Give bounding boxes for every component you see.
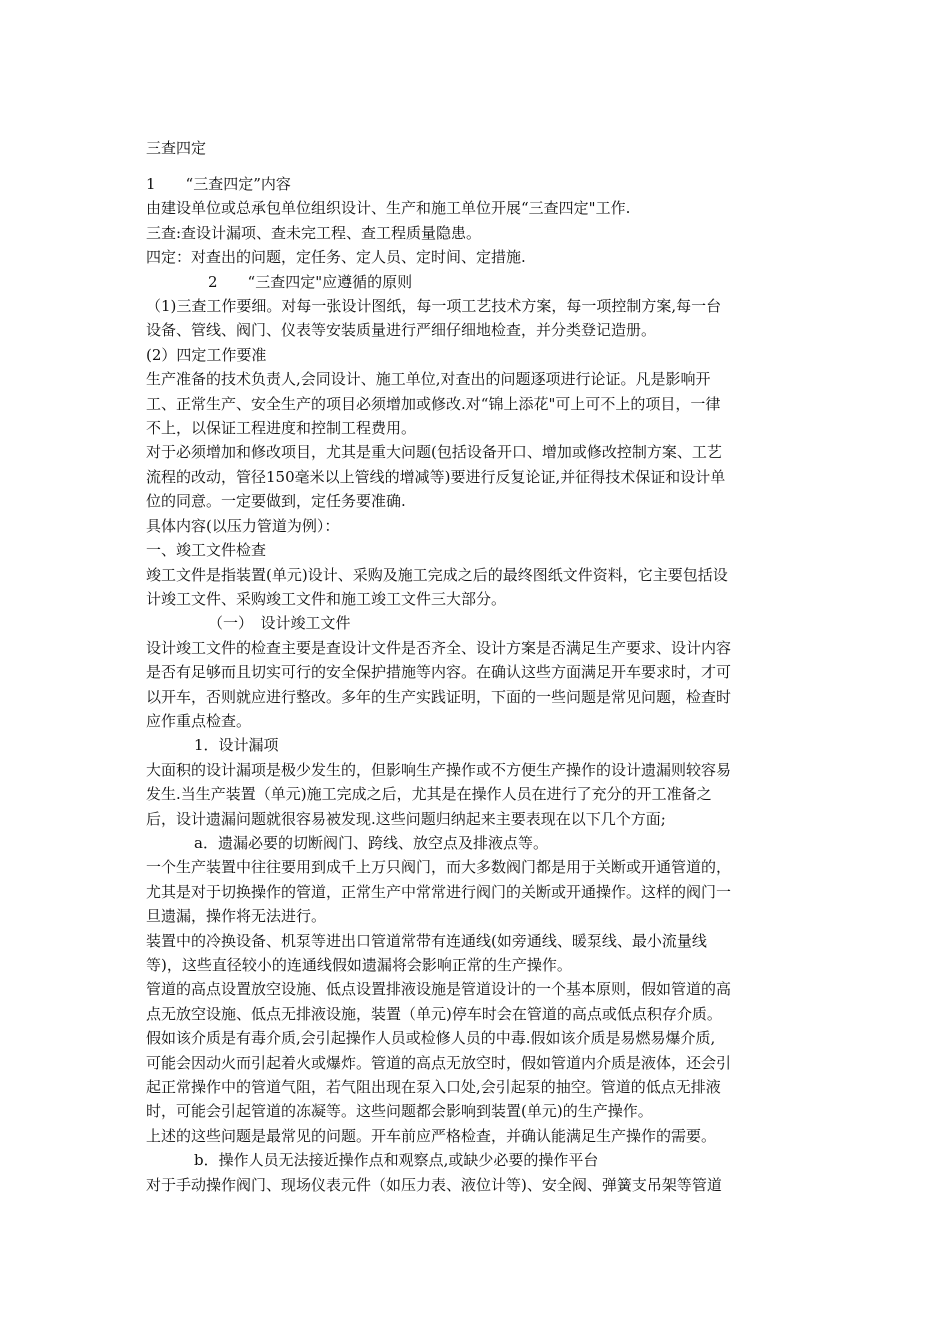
text-line: 点无放空设施、低点无排液设施，装置（单元)停车时会在管道的高点或低点积存介质。	[146, 1004, 722, 1023]
text-line: 2 “三查四定"应遵循的原则	[208, 272, 413, 291]
text-line: 假如该介质是有毒介质,会引起操作人员或检修人员的中毒.假如该介质是易燃易爆介质,	[146, 1029, 716, 1048]
text-line: 旦遗漏，操作将无法进行。	[146, 907, 327, 926]
text-line: 可能会因动火而引起着火或爆炸。管道的高点无放空时，假如管道内介质是液体，还会引	[146, 1053, 732, 1072]
text-line: 对于手动操作阀门、现场仪表元件（如压力表、液位计等)、安全阀、弹簧支吊架等管道	[146, 1175, 722, 1194]
text-line: （一） 设计竣工文件	[208, 614, 351, 633]
text-line: 以开车，否则就应进行整改。多年的生产实践证明，下面的一些问题是常见问题，检查时	[146, 687, 732, 706]
text-line: 时，可能会引起管道的冻凝等。这些问题都会影响到装置(单元)的生产操作。	[146, 1102, 653, 1121]
text-line: 由建设单位或总承包单位组织设计、生产和施工单位开展“三查四定"工作.	[146, 199, 631, 218]
text-line: 对于必须增加和修改项目，尤其是重大问题(包括设备开口、增加或修改控制方案、工艺	[146, 443, 722, 462]
text-line: 管道的高点设置放空设施、低点设置排液设施是管道设计的一个基本原则，假如管道的高	[146, 980, 732, 999]
text-line: 等)，这些直径较小的连通线假如遗漏将会影响正常的生产操作。	[146, 956, 572, 974]
text-line: (2）四定工作要准	[146, 345, 267, 364]
text-line: 计竣工文件、采购竣工文件和施工竣工文件三大部分。	[146, 589, 507, 608]
text-line: 不上，以保证工程进度和控制工程费用。	[146, 419, 417, 438]
text-line: 后，设计遗漏问题就很容易被发现.这些问题归纳起来主要表现在以下几个方面;	[146, 809, 666, 828]
text-line: 1．设计漏项	[194, 736, 279, 755]
text-line: 尤其是对于切换操作的管道，正常生产中常常进行阀门的关断或开通操作。这样的阀门一	[146, 882, 732, 901]
text-line: 工、正常生产、安全生产的项目必须增加或修改.对“锦上添花"可上可不上的项目，一律	[146, 394, 721, 413]
text-line: 1 “三查四定”内容	[146, 175, 291, 193]
text-line: 设计竣工文件的检查主要是查设计文件是否齐全、设计方案是否满足生产要求、设计内容	[146, 638, 732, 657]
text-line: （1)三查工作要细。对每一张设计图纸，每一项工艺技术方案，每一项控制方案,每一台	[146, 297, 722, 316]
text-line: 三查:查设计漏项、查未完工程、查工程质量隐患。	[146, 223, 482, 242]
text-line: 四定：对查出的问题，定任务、定人员、定时间、定措施.	[146, 248, 526, 267]
document-body	[146, 172, 806, 1197]
text-line: 竣工文件是指装置(单元)设计、采购及施工完成之后的最终图纸文件资料，它主要包括设	[146, 565, 728, 584]
text-line: 具体内容(以压力管道为例）：	[146, 516, 340, 535]
text-line: 流程的改动，管径150毫米以上管线的增减等)要进行反复论证,并征得技术保证和设计单	[146, 467, 726, 486]
text-line: 应作重点检查。	[146, 711, 252, 730]
text-line: 设备、管线、阀门、仪表等安装质量进行严细仔细地检查，并分类登记造册。	[146, 321, 657, 340]
document-title: 三查四定	[146, 139, 207, 157]
text-line: 是否有足够而且切实可行的安全保护措施等内容。在确认这些方面满足开车要求时，才可	[146, 663, 732, 682]
text-line: a．遗漏必要的切断阀门、跨线、放空点及排液点等。	[194, 833, 548, 852]
text-line: 装置中的冷换设备、机泵等进出口管道常带有连通线(如旁通线、暖泵线、最小流量线	[146, 931, 707, 950]
text-line: 大面积的设计漏项是极少发生的，但影响生产操作或不方便生产操作的设计遗漏则较容易	[146, 760, 732, 779]
text-line: b．操作人员无法接近操作点和观察点,或缺少必要的操作平台	[194, 1151, 599, 1170]
text-line: 上述的这些问题是最常见的问题。开车前应严格检查，并确认能满足生产操作的需要。	[146, 1126, 717, 1145]
document-page	[146, 136, 806, 1197]
text-line: 生产准备的技术负责人,会同设计、施工单位,对查出的问题逐项进行论证。凡是影响开	[146, 370, 711, 389]
text-line: 发生.当生产装置（单元)施工完成之后，尤其是在操作人员在进行了充分的开工准备之	[146, 785, 712, 804]
text-line: 起正常操作中的管道气阻，若气阻出现在泵入口处,会引起泵的抽空。管道的低点无排液	[146, 1078, 721, 1097]
text-line: 位的同意。一定要做到，定任务要准确.	[146, 492, 406, 511]
text-line: 一、竣工文件检查	[146, 541, 267, 560]
text-line: 一个生产装置中往往要用到成千上万只阀门，而大多数阀门都是用于关断或开通管道的，	[146, 858, 732, 877]
